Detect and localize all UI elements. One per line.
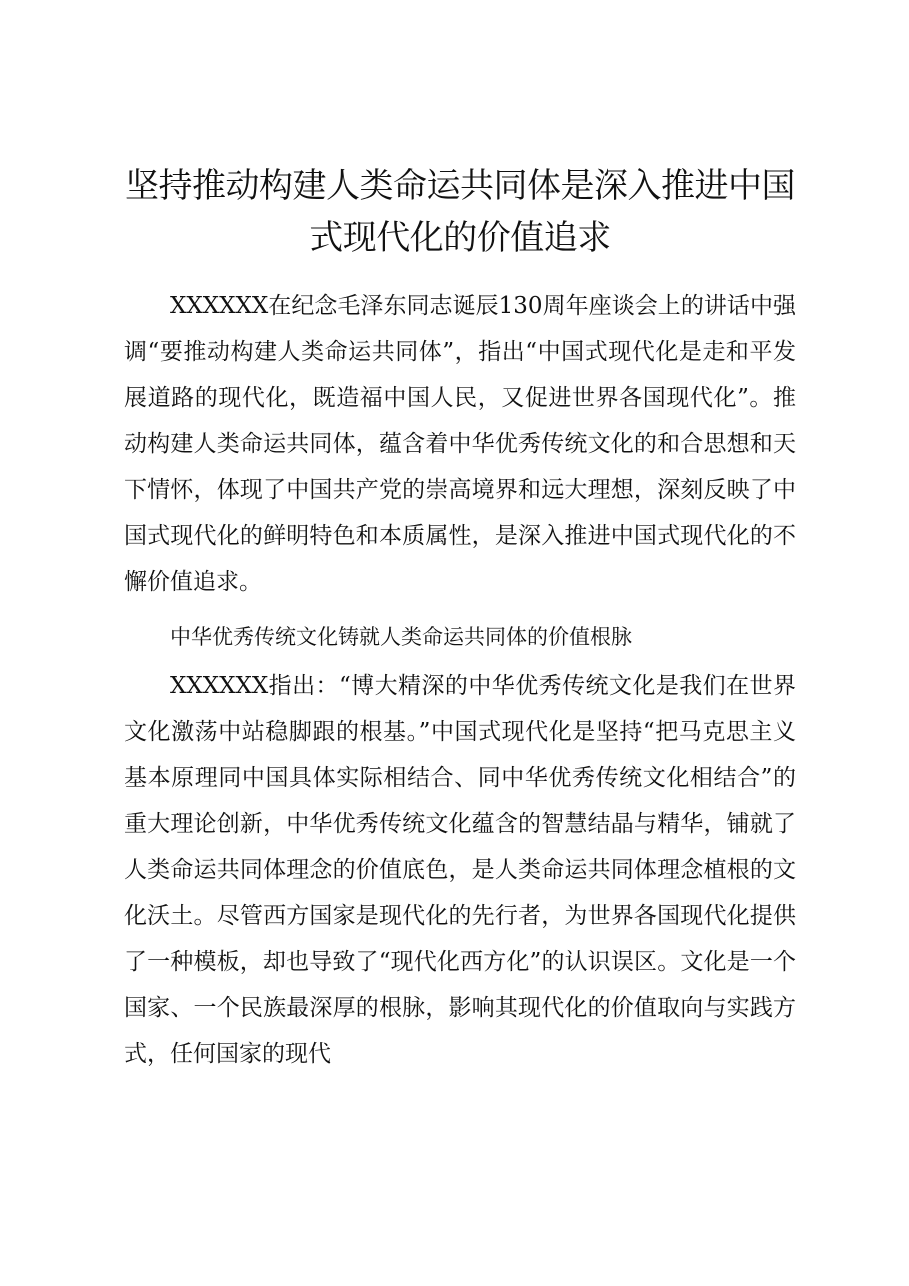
document-title: 坚持推动构建人类命运共同体是深入推进中国式现代化的价值追求 — [125, 166, 795, 258]
section-heading: 中华优秀传统文化铸就人类命运共同体的价值根脉 — [170, 625, 632, 649]
section-paragraph: XXXXXX指出：“博大精深的中华优秀传统文化是我们在世界文化激荡中站稳脚跟的根基。”中国式现代化是坚持“把马克思主义基本原理同中国具体实际相结合、同中华优秀传统文化相结合”的重大理论创新，中华优秀传统文化蕴含的智慧结晶与精华，铺就了人类命运共同体理念的价值底色，是人类命运共同体理念植根的文化沃土。尽管西方国家是现代化的先行者，为世界各国现代化提供了一种模板，却也导致了“现代化西方化”的认识误区。文化是一个国家、一个民族最深厚的根脉，影响其现代化的价值取向与实践方式，任何国家的现代 — [124, 673, 796, 1067]
intro-paragraph: XXXXXX在纪念毛泽东同志诞辰130周年座谈会上的讲话中强调“要推动构建人类命运共同体”，指出“中国式现代化是走和平发展道路的现代化，既造福中国人民，又促进世界各国现代化”。推动构建人类命运共同体，蕴含着中华优秀传统文化的和合思想和天下情怀，体现了中国共产党的崇高境界和远大理想，深刻反映了中国式现代化的鲜明特色和本质属性，是深入推进中国式现代化的不懈价值追求。 — [124, 293, 796, 595]
